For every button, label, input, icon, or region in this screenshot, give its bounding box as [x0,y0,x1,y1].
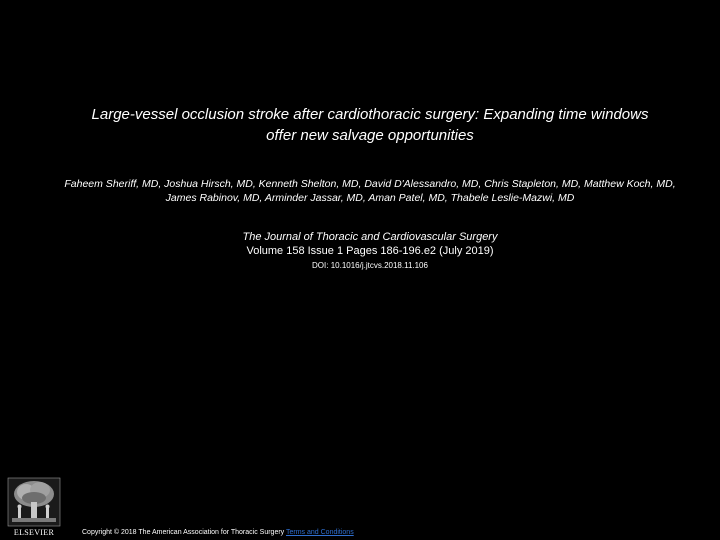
elsevier-wordmark: ELSEVIER [13,528,55,537]
elsevier-tree-icon [6,476,62,528]
copyright-footer [82,528,354,537]
journal-volume: Volume 158 Issue 1 Pages 186-196.e2 (July 2019) [246,245,494,257]
doi-text: DOI: 10.1016/j.jtcvs.2018.11.106 [312,261,428,270]
author-list-line-2: James Rabinov, MD, Arminder Jassar, MD, Aman Patel, MD, Thabele Leslie-Mazwi, MD [165,192,575,204]
journal-citation [60,230,680,258]
article-title [40,104,700,146]
copyright-text: Copyright © 2018 The American Association for Thoracic Surgery [82,529,285,536]
elsevier-logo [6,476,62,538]
terms-and-conditions-link[interactable]: Terms and Conditions [286,529,354,536]
article-title-line-1: Large-vessel occlusion stroke after cardiothoracic surgery: Expanding time windows [91,106,649,123]
article-title-line-2: offer new salvage opportunities [266,127,474,144]
author-list-line-1: Faheem Sheriff, MD, Joshua Hirsch, MD, Kenneth Shelton, MD, David D'Alessandro, MD, Chris Stapleton, MD, Matthew Koch, MD, [64,178,676,190]
author-list [20,177,720,205]
journal-name: The Journal of Thoracic and Cardiovascular Surgery [242,231,498,243]
